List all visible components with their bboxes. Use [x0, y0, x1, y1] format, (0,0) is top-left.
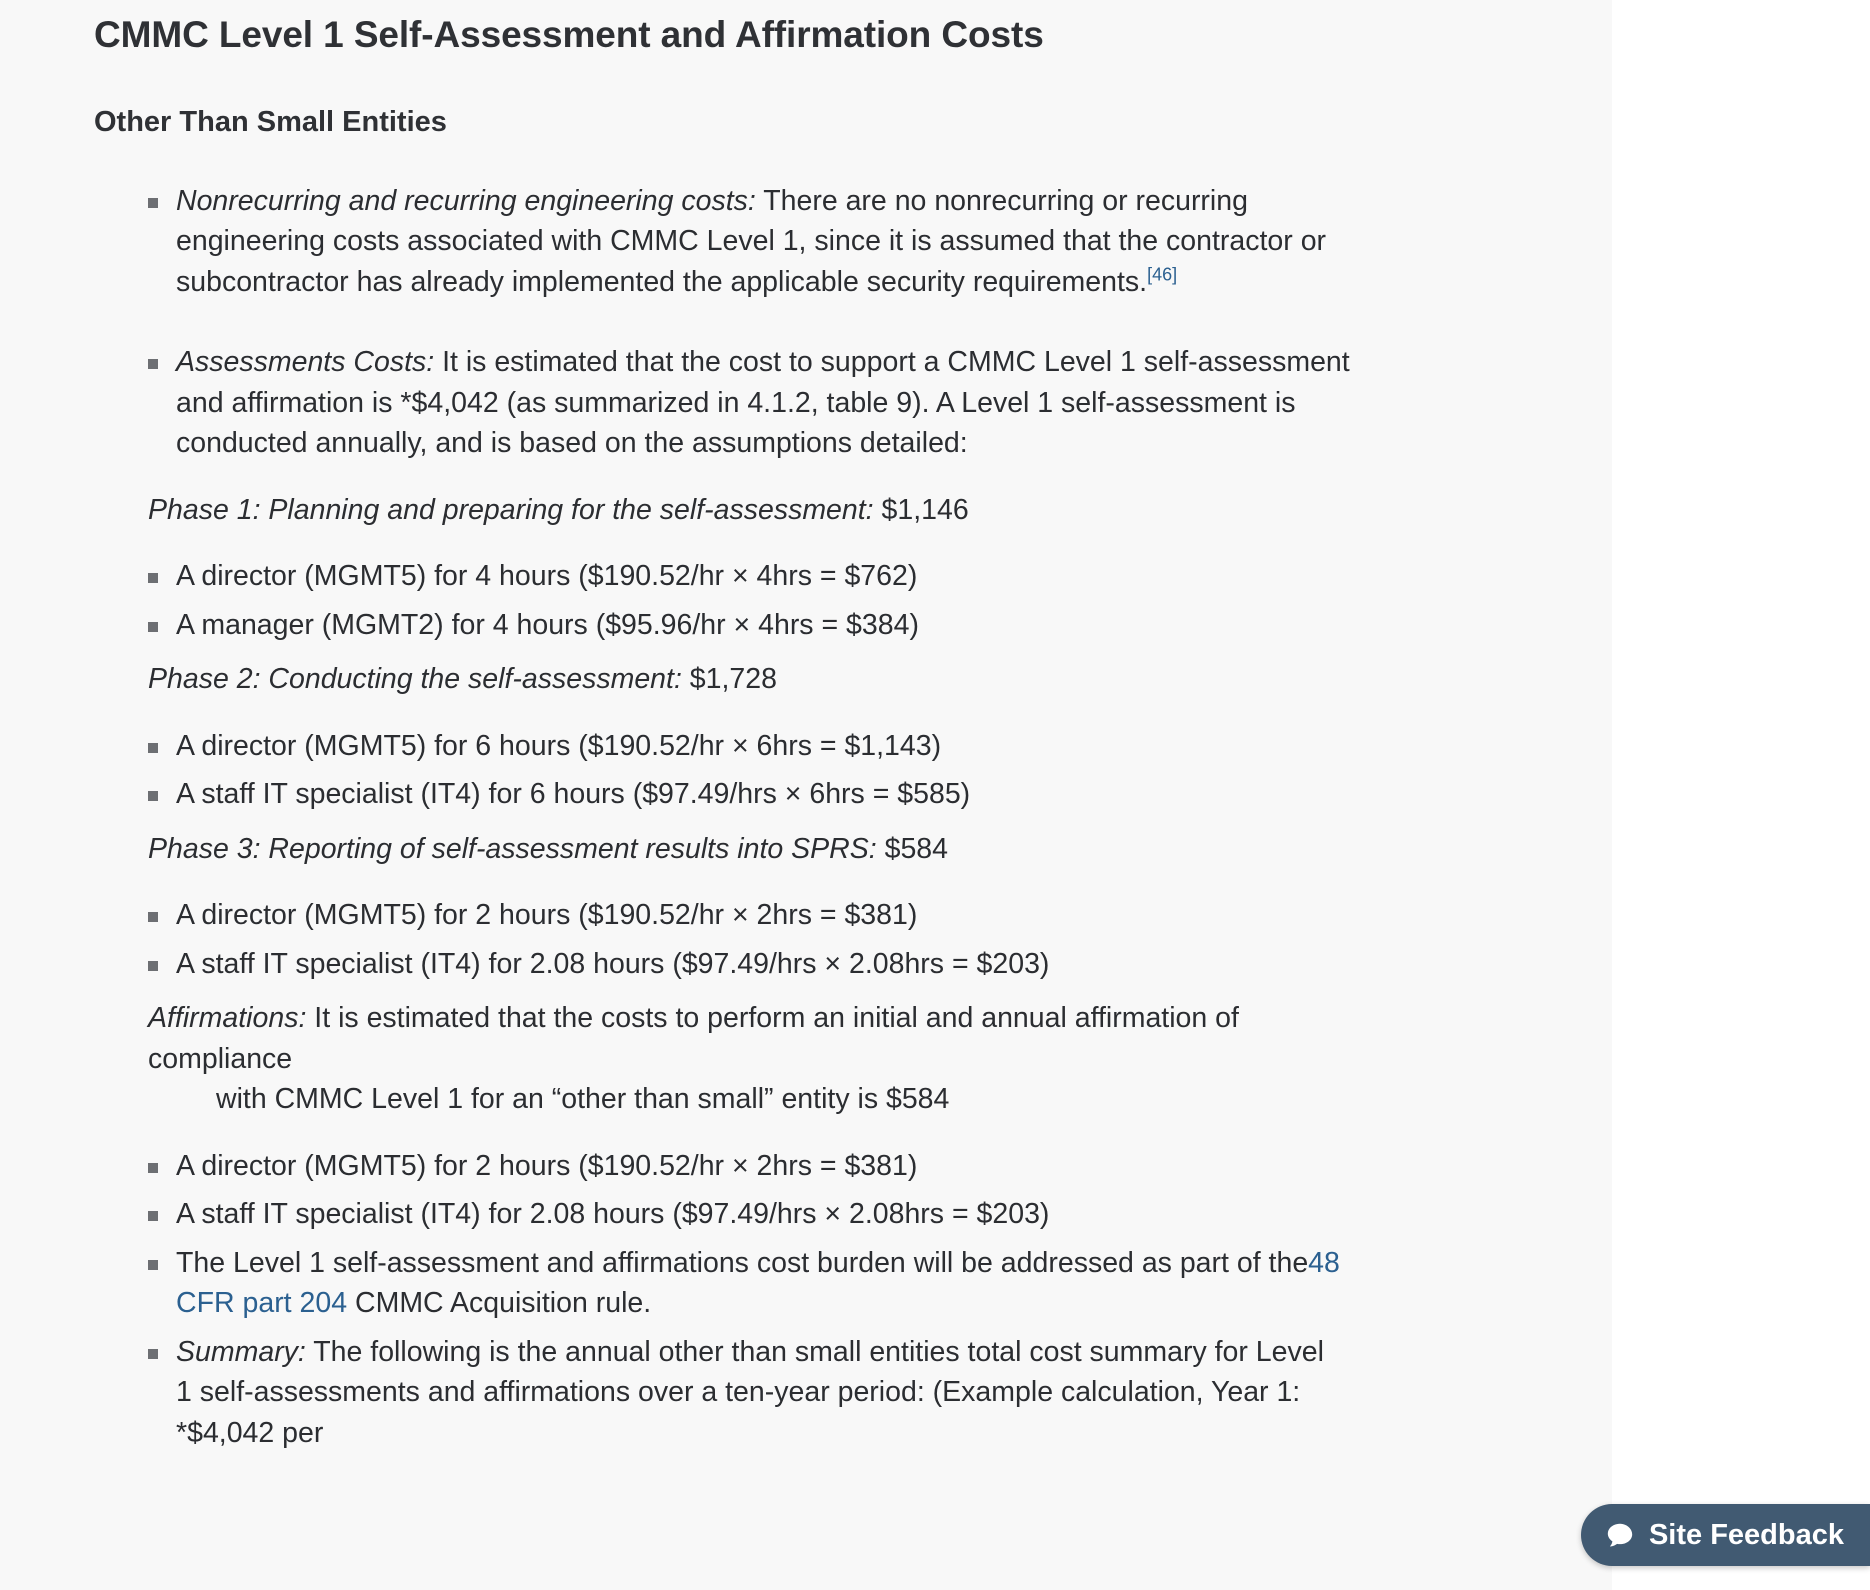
list-item: A staff IT specialist (IT4) for 6 hours ($97.49/hrs × 6hrs = $585)	[140, 774, 1342, 815]
spacer	[0, 141, 1612, 181]
affirmations-line-2: with CMMC Level 1 for an “other than small” entity is $584	[216, 1083, 950, 1115]
list-item: A manager (MGMT2) for 4 hours ($95.96/hr × 4hrs = $384)	[140, 605, 1342, 646]
phase-heading-value: $584	[876, 832, 948, 865]
affirmations-paragraph	[148, 998, 1372, 1120]
footnote-marker[interactable]	[1147, 264, 1177, 284]
spacer	[0, 1186, 1612, 1194]
bullet-assessments-costs	[140, 342, 1377, 464]
phase-2-heading	[148, 659, 1372, 700]
bullet-text-after: CMMC Acquisition rule.	[347, 1287, 652, 1319]
list-item: A director (MGMT5) for 2 hours ($190.52/hr × 2hrs = $381)	[140, 895, 1342, 936]
bullet-lead-in: Summary:	[176, 1335, 306, 1368]
spacer	[0, 984, 1612, 998]
bullet-text: There are no nonrecurring or recurring engineering costs associated with CMMC Level 1, since it is assumed that the contractor or subcontractor has already implemented the applicable security requirements.	[176, 184, 1327, 298]
spacer	[0, 1120, 1612, 1146]
bullet-cost-burden	[140, 1243, 1342, 1324]
spacer	[0, 815, 1612, 829]
chat-bubble-icon	[1605, 1520, 1635, 1550]
phase-heading-label: Phase 3: Reporting of self-assessment results into SPRS:	[148, 832, 877, 865]
spacer	[0, 464, 1612, 490]
bullet-text: It is estimated that the cost to support a CMMC Level 1 self-assessment and affirmation is *$4,042 (as summarized in 4.1.2, table 9). A Level 1 self-assessment is conducted annually, and is based on the assumptions detailed:	[176, 346, 1350, 459]
bullet-text: The following is the annual other than small entities total cost summary for Level 1 self-assessments and affirmations over a ten-year period: (Example calculation, Year 1: *$4,042 per	[176, 1335, 1324, 1449]
phase-heading-value: $1,146	[873, 493, 969, 526]
spacer	[0, 1235, 1612, 1243]
phase-heading-value: $1,728	[681, 663, 777, 695]
right-gutter	[1612, 0, 1870, 1590]
spacer	[0, 645, 1612, 659]
phase-heading-label: Phase 1: Planning and preparing for the self-assessment:	[148, 493, 874, 526]
list-item: A director (MGMT5) for 2 hours ($190.52/hr × 2hrs = $381)	[140, 1146, 1342, 1187]
section-heading: Other Than Small Entities	[94, 106, 447, 139]
spacer	[0, 936, 1612, 944]
spacer	[0, 1324, 1612, 1332]
spacer	[0, 302, 1612, 342]
footnote-link-46[interactable]: [46]	[1147, 264, 1178, 284]
site-feedback-button[interactable]	[1581, 1504, 1870, 1566]
spacer	[0, 700, 1612, 726]
list-item: A staff IT specialist (IT4) for 2.08 hours ($97.49/hrs × 2.08hrs = $203)	[140, 944, 1342, 985]
bullet-text-before: The Level 1 self-assessment and affirmations cost burden will be addressed as part of the	[176, 1246, 1309, 1279]
bullet-lead-in: Nonrecurring and recurring engineering costs:	[176, 184, 756, 217]
phase-3-heading	[148, 829, 1372, 870]
site-feedback-label: Site Feedback	[1648, 1518, 1844, 1551]
list-item: A staff IT specialist (IT4) for 2.08 hours ($97.49/hrs × 2.08hrs = $203)	[140, 1194, 1342, 1235]
list-item: A director (MGMT5) for 4 hours ($190.52/hr × 4hrs = $762)	[140, 556, 1342, 597]
affirmations-line-1: It is estimated that the costs to perform an initial and annual affirmation of compliance	[148, 1002, 1239, 1075]
affirmations-lead-in: Affirmations:	[148, 1002, 307, 1034]
bullet-summary	[140, 1332, 1342, 1454]
list-item: A director (MGMT5) for 6 hours ($190.52/hr × 6hrs = $1,143)	[140, 726, 1342, 767]
spacer	[0, 869, 1612, 895]
bullet-nonrecurring-costs	[140, 181, 1377, 303]
phase-heading-label: Phase 2: Conducting the self-assessment:	[148, 663, 682, 695]
spacer	[0, 530, 1612, 556]
page-title: CMMC Level 1 Self-Assessment and Affirmation Costs	[94, 14, 1044, 55]
phase-1-heading	[148, 490, 1372, 531]
spacer	[0, 766, 1612, 774]
link-48-cfr-part-204[interactable]: 48 CFR part 204	[176, 1246, 1340, 1319]
bullet-lead-in: Assessments Costs:	[176, 346, 435, 378]
spacer	[0, 597, 1612, 605]
